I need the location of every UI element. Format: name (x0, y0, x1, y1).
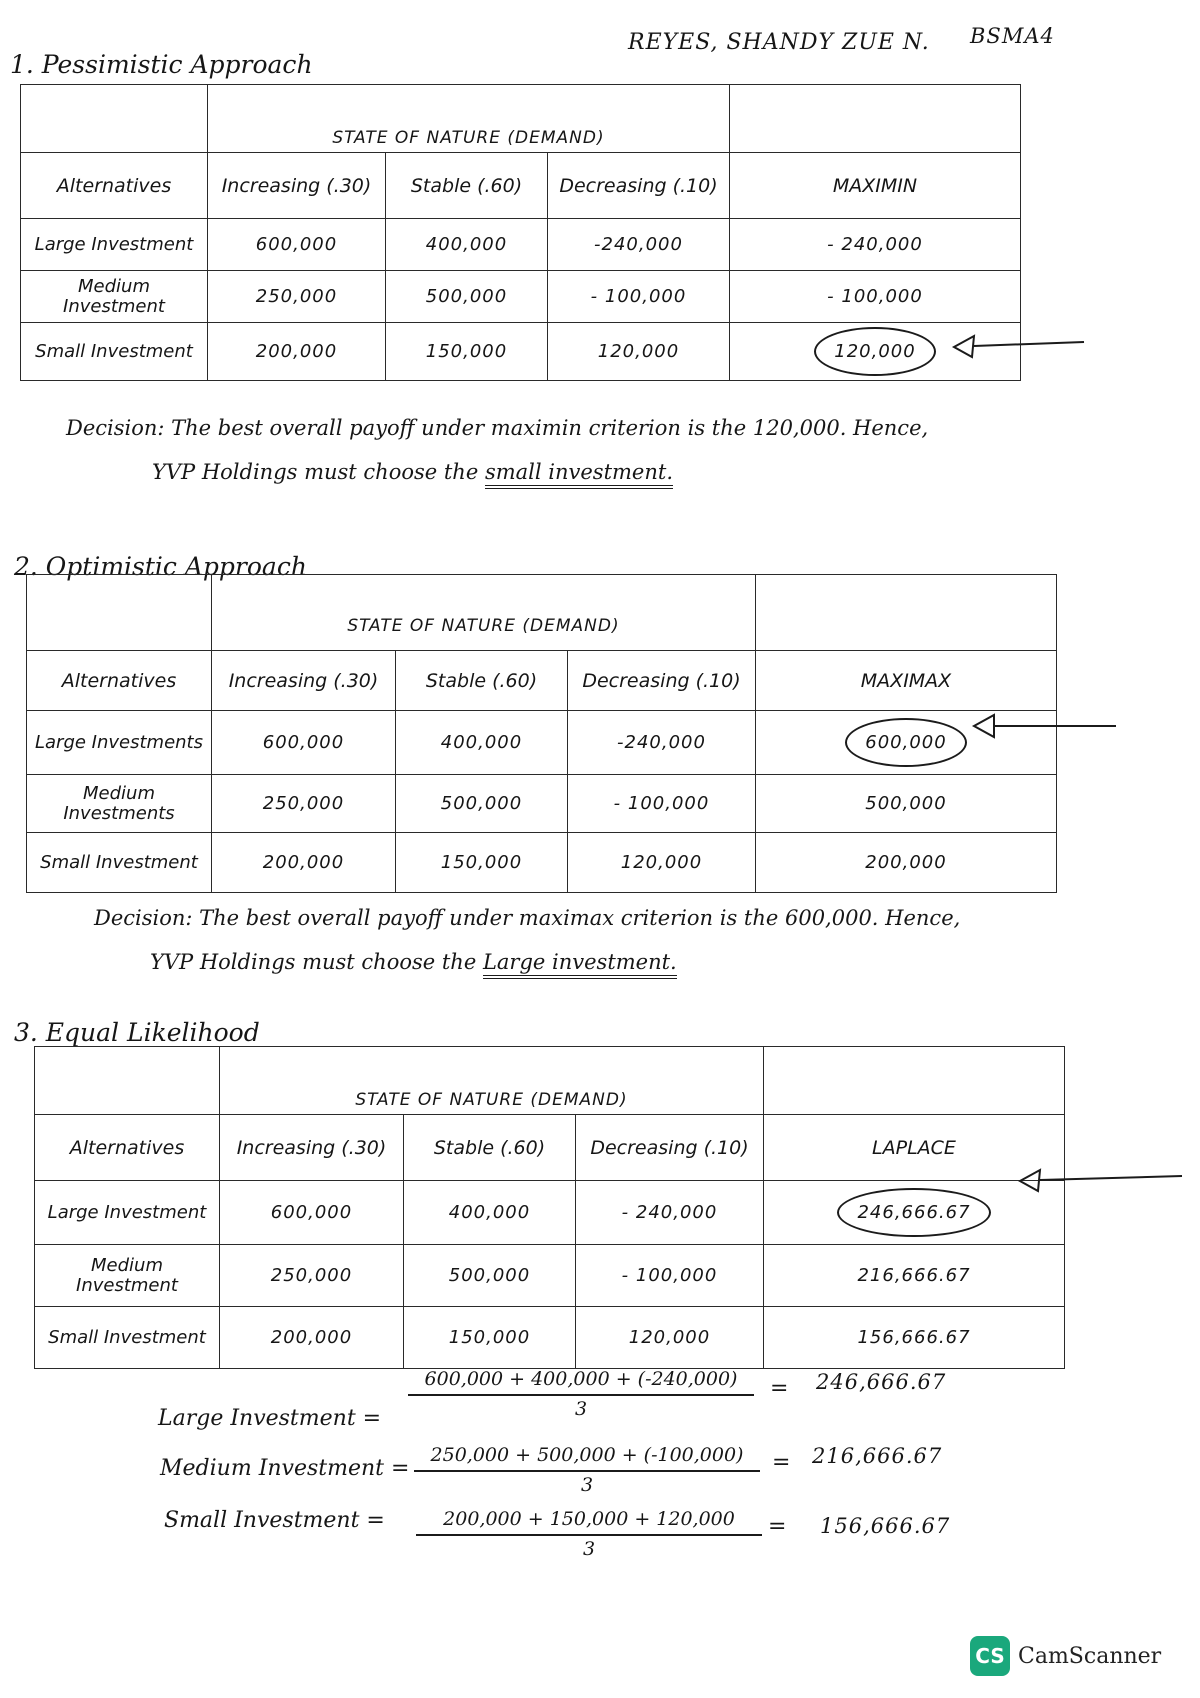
table-row (21, 323, 1021, 381)
denominator: 3 (582, 1538, 596, 1560)
maximin-best-value: 120,000 (814, 327, 935, 376)
col-stable: Stable (.60) (396, 651, 568, 711)
value-cell: 150,000 (404, 1307, 576, 1369)
section-3-table (34, 1046, 1065, 1369)
state-of-nature-header: STATE OF NATURE (DEMAND) (220, 1047, 764, 1115)
value-cell: 250,000 (212, 775, 396, 833)
section-2-table (26, 574, 1057, 893)
table-row (35, 1307, 1065, 1369)
table-row (27, 833, 1057, 893)
col-increasing: Increasing (.30) (208, 153, 386, 219)
value-cell: 200,000 (220, 1307, 404, 1369)
value-cell: 200,000 (212, 833, 396, 893)
value-cell: 500,000 (404, 1245, 576, 1307)
value-cell: 120,000 (568, 833, 756, 893)
value-cell: 200,000 (208, 323, 386, 381)
alternatives-header: Alternatives (35, 1115, 220, 1181)
table-row (35, 1245, 1065, 1307)
decision-line-1: Decision: The best overall payoff under maximax criterion is the 600,000. Hence, (94, 906, 961, 930)
maximin-value: - 240,000 (730, 219, 1021, 271)
maximax-value: 500,000 (756, 775, 1057, 833)
laplace-best-value: 246,666.67 (837, 1188, 990, 1237)
column-header-row (21, 153, 1021, 219)
alt-medium: Medium Investments (27, 775, 212, 833)
computation-label-small: Small Investment = (164, 1508, 385, 1533)
section-1-title: 1. Pessimistic Approach (10, 50, 313, 79)
computation-label-large: Large Investment = (158, 1406, 382, 1431)
col-decreasing: Decreasing (.10) (576, 1115, 764, 1181)
state-of-nature-header: STATE OF NATURE (DEMAND) (208, 85, 730, 153)
equals-sign: = (772, 1450, 791, 1475)
value-cell: -240,000 (568, 711, 756, 775)
decision-choice: small investment. (485, 460, 673, 489)
state-row (35, 1047, 1065, 1115)
col-stable: Stable (.60) (386, 153, 548, 219)
value-cell: 250,000 (220, 1245, 404, 1307)
value-cell: 150,000 (396, 833, 568, 893)
camscanner-watermark (970, 1636, 1161, 1676)
table-row (35, 1181, 1065, 1245)
col-laplace: LAPLACE (764, 1115, 1065, 1181)
alt-small: Small Investment (35, 1307, 220, 1369)
laplace-value: 156,666.67 (764, 1307, 1065, 1369)
table-row (21, 271, 1021, 323)
col-maximax: MAXIMAX (756, 651, 1057, 711)
camscanner-brand: CamScanner (1018, 1643, 1162, 1669)
value-cell: 120,000 (548, 323, 730, 381)
denominator: 3 (580, 1474, 594, 1496)
arrow-left-icon (950, 332, 1090, 362)
col-decreasing: Decreasing (.10) (568, 651, 756, 711)
col-maximin: MAXIMIN (730, 153, 1021, 219)
column-header-row (35, 1115, 1065, 1181)
alternatives-header: Alternatives (27, 651, 212, 711)
state-row (21, 85, 1021, 153)
decision-line-2 (152, 450, 928, 494)
value-cell: 400,000 (386, 219, 548, 271)
numerator: 600,000 + 400,000 + (-240,000) (408, 1368, 754, 1396)
table-row (21, 219, 1021, 271)
equals-sign: = (768, 1514, 787, 1539)
value-cell: - 100,000 (576, 1245, 764, 1307)
equals-sign: = (770, 1376, 789, 1401)
camscanner-logo-icon: CS (970, 1636, 1010, 1676)
section-1-decision (66, 406, 928, 494)
class-section: BSMA4 (970, 24, 1055, 48)
decision-prefix: YVP Holdings must choose the (152, 460, 479, 484)
value-cell: 600,000 (208, 219, 386, 271)
value-cell: -240,000 (548, 219, 730, 271)
computation-fraction-large (408, 1368, 754, 1420)
laplace-value: 216,666.67 (764, 1245, 1065, 1307)
computation-result-large: 246,666.67 (816, 1370, 947, 1394)
maximax-value: 200,000 (756, 833, 1057, 893)
value-cell: 500,000 (386, 271, 548, 323)
value-cell: 500,000 (396, 775, 568, 833)
computation-fraction-small (416, 1508, 762, 1560)
computation-result-small: 156,666.67 (820, 1514, 951, 1538)
value-cell: 150,000 (386, 323, 548, 381)
value-cell: - 240,000 (576, 1181, 764, 1245)
arrow-left-icon (970, 712, 1120, 742)
computation-fraction-medium (414, 1444, 760, 1496)
decision-prefix: YVP Holdings must choose the (150, 950, 477, 974)
arrow-left-icon (1016, 1166, 1186, 1196)
alt-medium: Medium Investment (21, 271, 208, 323)
alt-small: Small Investment (27, 833, 212, 893)
numerator: 200,000 + 150,000 + 120,000 (416, 1508, 762, 1536)
value-cell: 600,000 (212, 711, 396, 775)
decision-choice: Large investment. (483, 950, 677, 979)
alt-large: Large Investment (35, 1181, 220, 1245)
alt-medium: Medium Investment (35, 1245, 220, 1307)
alternatives-header: Alternatives (21, 153, 208, 219)
alt-large: Large Investments (27, 711, 212, 775)
table-row (27, 775, 1057, 833)
maximax-best-value: 600,000 (845, 718, 966, 767)
section-3-title: 3. Equal Likelihood (14, 1018, 260, 1047)
column-header-row (27, 651, 1057, 711)
computation-result-medium: 216,666.67 (812, 1444, 943, 1468)
section-1-table (20, 84, 1021, 381)
alt-small: Small Investment (21, 323, 208, 381)
col-increasing: Increasing (.30) (220, 1115, 404, 1181)
state-of-nature-header: STATE OF NATURE (DEMAND) (212, 575, 756, 651)
col-decreasing: Decreasing (.10) (548, 153, 730, 219)
value-cell: 120,000 (576, 1307, 764, 1369)
numerator: 250,000 + 500,000 + (-100,000) (414, 1444, 760, 1472)
value-cell: 600,000 (220, 1181, 404, 1245)
value-cell: 400,000 (404, 1181, 576, 1245)
value-cell: 400,000 (396, 711, 568, 775)
section-2-decision (94, 896, 960, 984)
denominator: 3 (574, 1398, 588, 1420)
computation-label-medium: Medium Investment = (160, 1456, 410, 1481)
decision-line-1: Decision: The best overall payoff under maximin criterion is the 120,000. Hence, (66, 416, 929, 440)
decision-line-2 (150, 940, 960, 984)
maximin-value: - 100,000 (730, 271, 1021, 323)
alt-large: Large Investment (21, 219, 208, 271)
section-2-title: 2. Optimistic Approach (14, 552, 307, 581)
col-increasing: Increasing (.30) (212, 651, 396, 711)
table-row (27, 711, 1057, 775)
value-cell: - 100,000 (568, 775, 756, 833)
value-cell: 250,000 (208, 271, 386, 323)
col-stable: Stable (.60) (404, 1115, 576, 1181)
value-cell: - 100,000 (548, 271, 730, 323)
state-row (27, 575, 1057, 651)
student-name: REYES, SHANDY ZUE N. (628, 30, 930, 55)
